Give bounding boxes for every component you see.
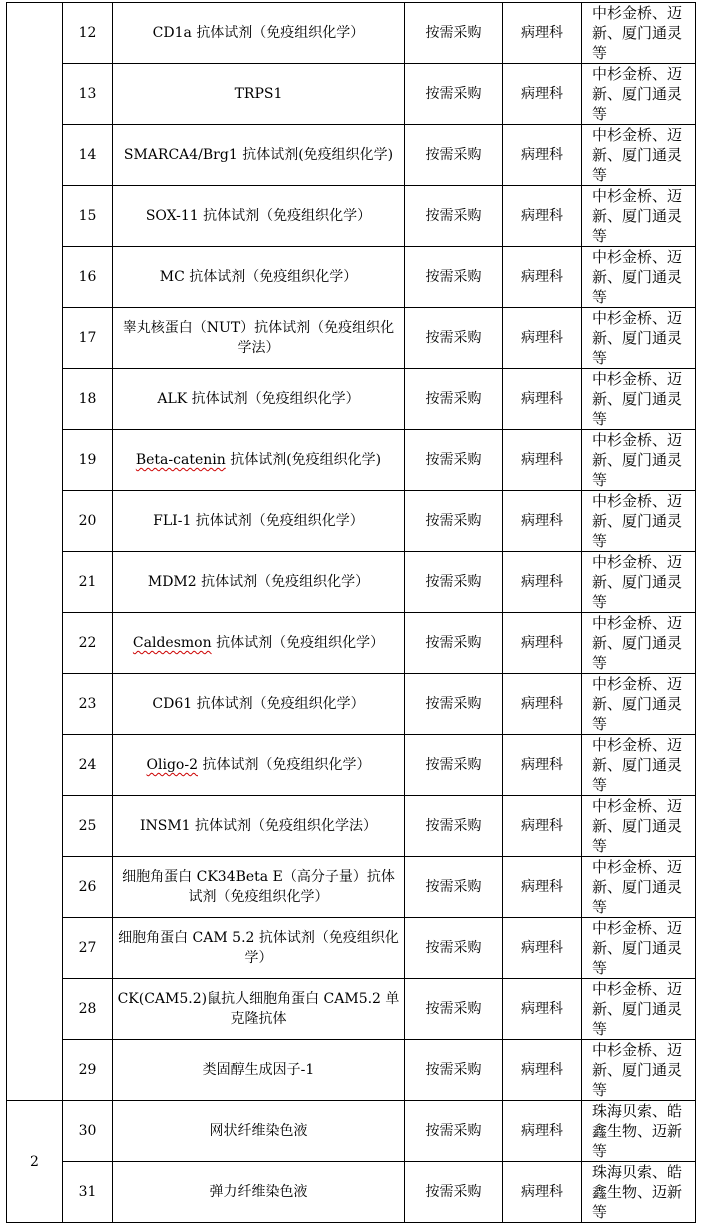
- purchase-method-cell: 按需采购: [405, 1101, 503, 1162]
- table-row: [7, 491, 696, 552]
- department-cell: 病理科: [503, 857, 582, 918]
- product-name-cell: [113, 613, 405, 674]
- product-name-cell: FLI-1 抗体试剂（免疫组织化学）: [113, 491, 405, 552]
- department-cell: 病理科: [503, 369, 582, 430]
- department-cell: 病理科: [503, 918, 582, 979]
- purchase-method-cell: 按需采购: [405, 64, 503, 125]
- purchase-method-cell: 按需采购: [405, 125, 503, 186]
- department-cell: 病理科: [503, 64, 582, 125]
- purchase-method-cell: 按需采购: [405, 979, 503, 1040]
- product-name-cell: TRPS1: [113, 64, 405, 125]
- product-name-cell: 细胞角蛋白 CAM 5.2 抗体试剂（免疫组织化学）: [113, 918, 405, 979]
- supplier-cell: 中杉金桥、迈新、厦门通灵等: [582, 796, 696, 857]
- supplier-cell: 中杉金桥、迈新、厦门通灵等: [582, 918, 696, 979]
- table-row: [7, 1162, 696, 1223]
- purchase-method-cell: 按需采购: [405, 430, 503, 491]
- row-number-cell: 13: [63, 64, 113, 125]
- product-name-cell: MC 抗体试剂（免疫组织化学）: [113, 247, 405, 308]
- supplier-cell: 中杉金桥、迈新、厦门通灵等: [582, 674, 696, 735]
- product-name-cell: 弹力纤维染色液: [113, 1162, 405, 1223]
- table-body: [7, 3, 696, 1223]
- row-number-cell: 22: [63, 613, 113, 674]
- row-number-cell: 15: [63, 186, 113, 247]
- product-name-rest: 抗体试剂（免疫组织化学）: [211, 635, 385, 651]
- department-cell: 病理科: [503, 552, 582, 613]
- department-cell: 病理科: [503, 1101, 582, 1162]
- supplier-cell: 中杉金桥、迈新、厦门通灵等: [582, 186, 696, 247]
- supplier-cell: 中杉金桥、迈新、厦门通灵等: [582, 491, 696, 552]
- product-name-cell: MDM2 抗体试剂（免疫组织化学）: [113, 552, 405, 613]
- product-name-cell: 细胞角蛋白 CK34Beta E（高分子量）抗体试剂（免疫组织化学）: [113, 857, 405, 918]
- supplier-cell: 中杉金桥、迈新、厦门通灵等: [582, 247, 696, 308]
- department-cell: 病理科: [503, 308, 582, 369]
- row-number-cell: 25: [63, 796, 113, 857]
- department-cell: 病理科: [503, 613, 582, 674]
- table-row: [7, 247, 696, 308]
- purchase-method-cell: 按需采购: [405, 1162, 503, 1223]
- spellcheck-word: Oligo-2: [146, 757, 198, 773]
- purchase-method-cell: 按需采购: [405, 247, 503, 308]
- department-cell: 病理科: [503, 3, 582, 64]
- purchase-method-cell: 按需采购: [405, 3, 503, 64]
- table-row: [7, 613, 696, 674]
- product-name-cell: SMARCA4/Brg1 抗体试剂(免疫组织化学): [113, 125, 405, 186]
- purchase-method-cell: 按需采购: [405, 1040, 503, 1101]
- table-row: [7, 796, 696, 857]
- row-number-cell: 29: [63, 1040, 113, 1101]
- row-number-cell: 14: [63, 125, 113, 186]
- supplier-cell: 中杉金桥、迈新、厦门通灵等: [582, 125, 696, 186]
- purchase-method-cell: 按需采购: [405, 552, 503, 613]
- row-number-cell: 30: [63, 1101, 113, 1162]
- row-number-cell: 20: [63, 491, 113, 552]
- department-cell: 病理科: [503, 674, 582, 735]
- department-cell: 病理科: [503, 796, 582, 857]
- table-row: [7, 125, 696, 186]
- product-name-cell: CD61 抗体试剂（免疫组织化学）: [113, 674, 405, 735]
- spellcheck-word: Beta-catenin: [135, 452, 226, 468]
- purchase-method-cell: 按需采购: [405, 369, 503, 430]
- department-cell: 病理科: [503, 430, 582, 491]
- product-name-rest: 抗体试剂(免疫组织化学): [225, 452, 382, 468]
- product-name-cell: [113, 735, 405, 796]
- row-number-cell: 16: [63, 247, 113, 308]
- product-name-cell: CD1a 抗体试剂（免疫组织化学）: [113, 3, 405, 64]
- table-row: [7, 918, 696, 979]
- department-cell: 病理科: [503, 125, 582, 186]
- table-row: [7, 552, 696, 613]
- table-row: [7, 1101, 696, 1162]
- row-number-cell: 26: [63, 857, 113, 918]
- department-cell: 病理科: [503, 735, 582, 796]
- table-row: [7, 369, 696, 430]
- department-cell: 病理科: [503, 186, 582, 247]
- table-row: [7, 674, 696, 735]
- table-row: [7, 186, 696, 247]
- row-number-cell: 12: [63, 3, 113, 64]
- table-row: [7, 308, 696, 369]
- row-number-cell: 24: [63, 735, 113, 796]
- table-row: [7, 979, 696, 1040]
- department-cell: 病理科: [503, 979, 582, 1040]
- product-name-cell: ALK 抗体试剂（免疫组织化学）: [113, 369, 405, 430]
- supplier-cell: 中杉金桥、迈新、厦门通灵等: [582, 3, 696, 64]
- product-name-cell: 类固醇生成因子-1: [113, 1040, 405, 1101]
- procurement-table: [6, 2, 696, 1223]
- table-row: [7, 3, 696, 64]
- supplier-cell: 中杉金桥、迈新、厦门通灵等: [582, 979, 696, 1040]
- supplier-cell: 中杉金桥、迈新、厦门通灵等: [582, 857, 696, 918]
- product-name-cell: INSM1 抗体试剂（免疫组织化学法）: [113, 796, 405, 857]
- row-number-cell: 31: [63, 1162, 113, 1223]
- department-cell: 病理科: [503, 491, 582, 552]
- supplier-cell: 中杉金桥、迈新、厦门通灵等: [582, 613, 696, 674]
- department-cell: 病理科: [503, 1162, 582, 1223]
- row-number-cell: 27: [63, 918, 113, 979]
- table-row: [7, 1040, 696, 1101]
- supplier-cell: 中杉金桥、迈新、厦门通灵等: [582, 369, 696, 430]
- supplier-cell: 中杉金桥、迈新、厦门通灵等: [582, 430, 696, 491]
- purchase-method-cell: 按需采购: [405, 491, 503, 552]
- purchase-method-cell: 按需采购: [405, 735, 503, 796]
- product-name-cell: 网状纤维染色液: [113, 1101, 405, 1162]
- product-name-cell: [113, 430, 405, 491]
- product-name-rest: 抗体试剂（免疫组织化学）: [198, 757, 371, 773]
- row-number-cell: 21: [63, 552, 113, 613]
- group-number-cell: [7, 3, 63, 1101]
- purchase-method-cell: 按需采购: [405, 674, 503, 735]
- supplier-cell: 中杉金桥、迈新、厦门通灵等: [582, 64, 696, 125]
- row-number-cell: 28: [63, 979, 113, 1040]
- supplier-cell: 中杉金桥、迈新、厦门通灵等: [582, 1040, 696, 1101]
- supplier-cell: 中杉金桥、迈新、厦门通灵等: [582, 552, 696, 613]
- supplier-cell: 珠海贝索、皓鑫生物、迈新等: [582, 1101, 696, 1162]
- supplier-cell: 中杉金桥、迈新、厦门通灵等: [582, 735, 696, 796]
- row-number-cell: 17: [63, 308, 113, 369]
- product-name-cell: 睾丸核蛋白（NUT）抗体试剂（免疫组织化学法）: [113, 308, 405, 369]
- product-name-cell: SOX-11 抗体试剂（免疫组织化学）: [113, 186, 405, 247]
- purchase-method-cell: 按需采购: [405, 857, 503, 918]
- purchase-method-cell: 按需采购: [405, 613, 503, 674]
- department-cell: 病理科: [503, 247, 582, 308]
- group-number-cell: 2: [7, 1101, 63, 1223]
- purchase-method-cell: 按需采购: [405, 186, 503, 247]
- spellcheck-word: Caldesmon: [132, 635, 212, 651]
- table-row: [7, 735, 696, 796]
- supplier-cell: 中杉金桥、迈新、厦门通灵等: [582, 308, 696, 369]
- purchase-method-cell: 按需采购: [405, 796, 503, 857]
- product-name-cell: CK(CAM5.2)鼠抗人细胞角蛋白 CAM5.2 单克隆抗体: [113, 979, 405, 1040]
- row-number-cell: 23: [63, 674, 113, 735]
- row-number-cell: 18: [63, 369, 113, 430]
- supplier-cell: 珠海贝索、皓鑫生物、迈新等: [582, 1162, 696, 1223]
- purchase-method-cell: 按需采购: [405, 918, 503, 979]
- row-number-cell: 19: [63, 430, 113, 491]
- purchase-method-cell: 按需采购: [405, 308, 503, 369]
- table-row: [7, 64, 696, 125]
- table-row: [7, 430, 696, 491]
- department-cell: 病理科: [503, 1040, 582, 1101]
